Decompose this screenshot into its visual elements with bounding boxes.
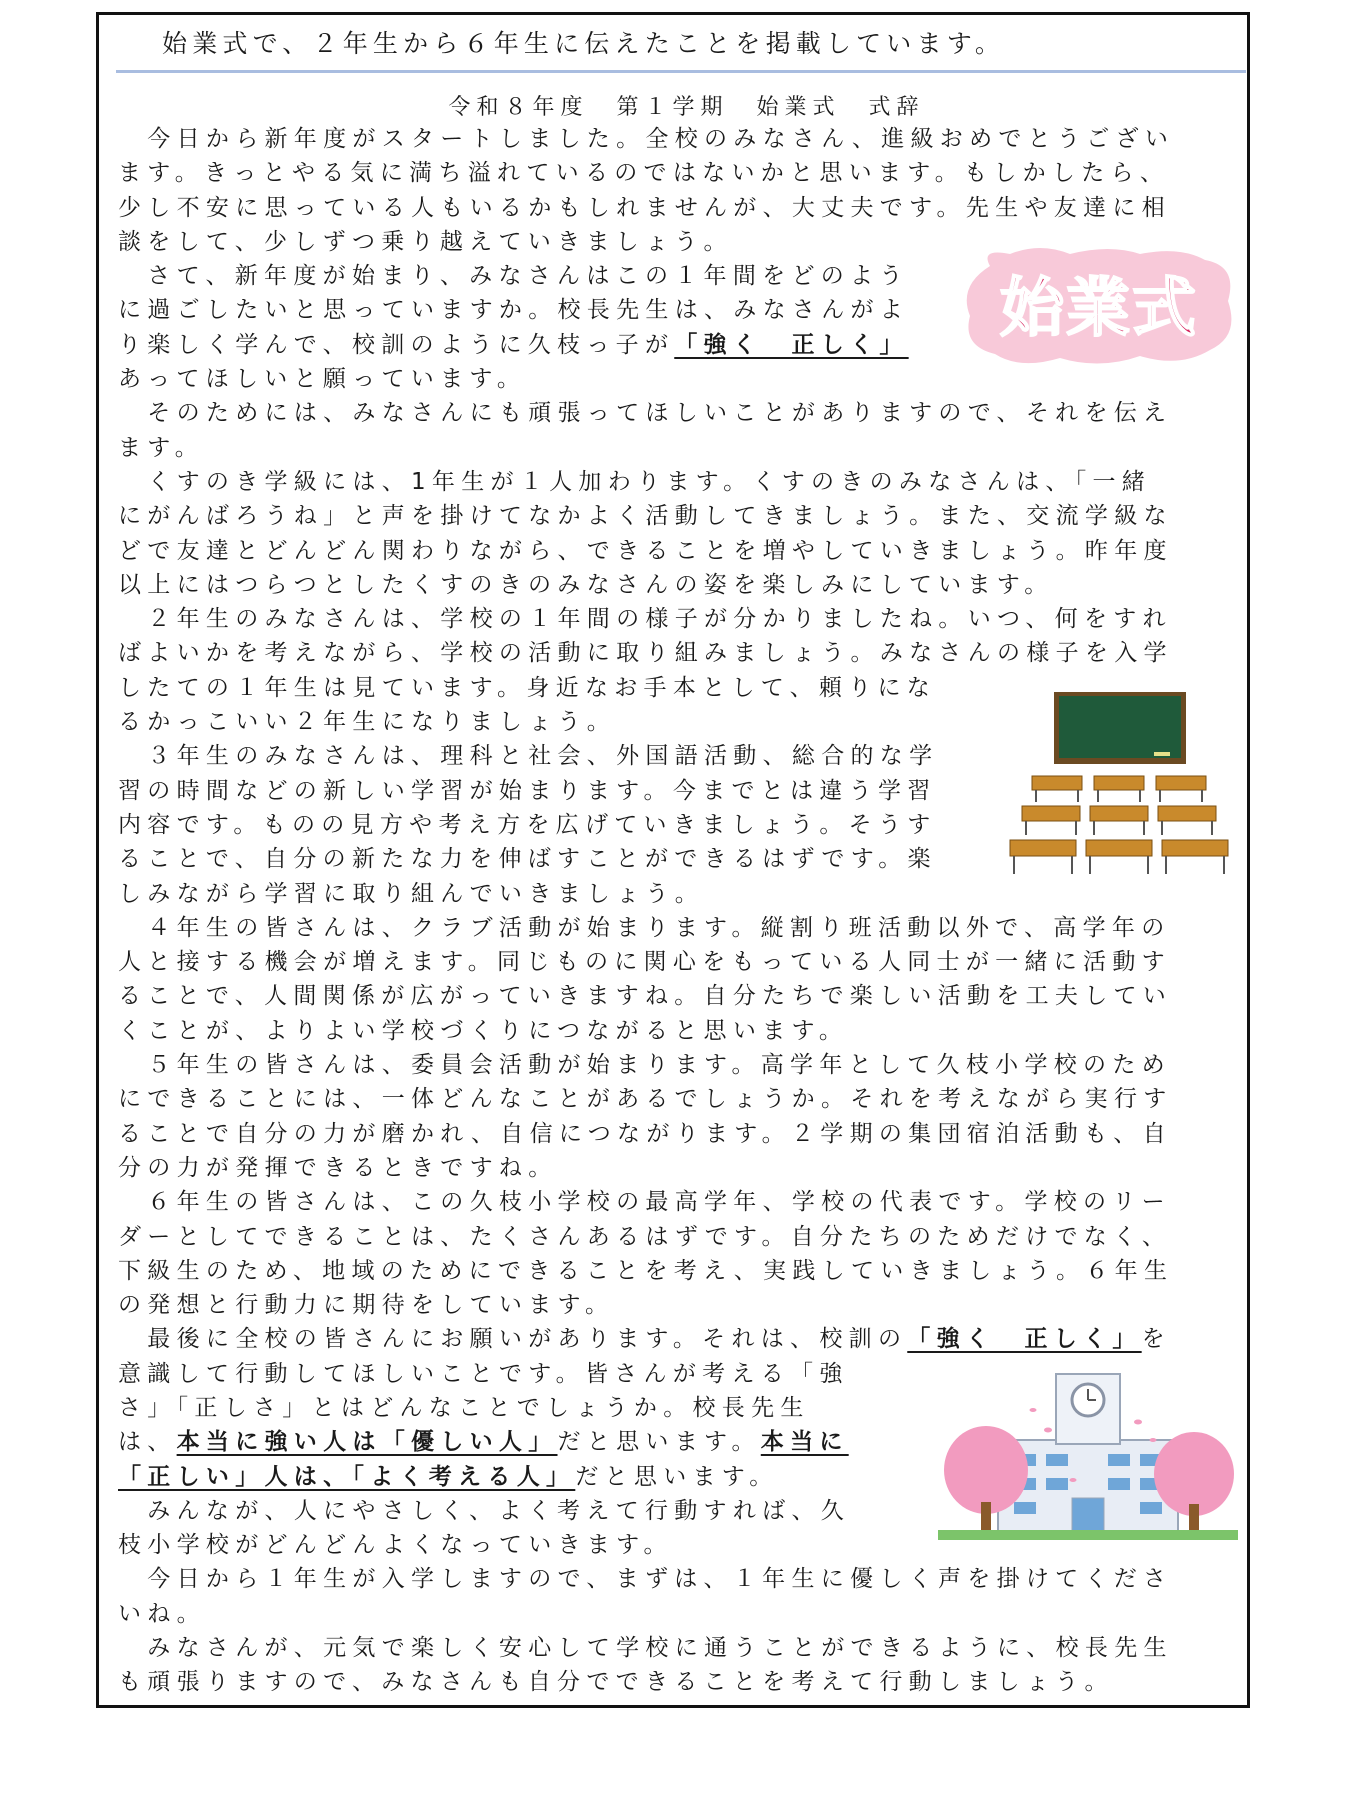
classroom-illustration [1004,690,1234,880]
text-line: 習の時間などの新しい学習が始まります。今までとは違う学習 [118,777,937,804]
text-line: 以上にはつらつとしたくすのきのみなさんの姿を楽しみにしています。 [118,571,1054,598]
text-line: 人と接する機会が増えます。同じものに関心をもっている人同士が一緒に活動す [118,949,1171,976]
text-line: そのためには、みなさんにも頑張ってほしいことがありますので、それを伝え [118,400,1173,427]
text-line: にできることには、一体どんなことがあるでしょうか。それを考えながら実行す [118,1086,1173,1113]
school-building-illustration [938,1370,1238,1540]
text-line [118,1322,1174,1356]
desk-row-2 [1022,806,1216,835]
text-line: いね。 [118,1600,206,1627]
text-line: くことが、よりよい学校づくりにつながると思います。 [118,1017,849,1044]
text-line: 分の力が発揮できるときですね。 [118,1154,558,1181]
text-line: 談をして、少しずつ乗り越えていきましょう。 [118,228,733,255]
text-segment: り楽しく学んで、校訓のように久枝っ子が [118,331,675,358]
text-line: 今日から１年生が入学しますので、まずは、１年生に優しく声を掛けてくださ [118,1566,1173,1593]
text-line: みんなが、人にやさしく、よく考えて行動すれば、久 [118,1497,851,1524]
school-motto: 「強く 正しく」 [907,1326,1142,1353]
banner-title: 始業式 [1000,272,1198,346]
blackboard [1059,696,1181,758]
kind-person-phrase: 本当に強い人は「優しい人」 [176,1429,558,1456]
school-entrance [1072,1498,1104,1532]
text-line: の発想と行動力に期待をしています。 [118,1292,615,1319]
text-line: に過ごしたいと思っていますか。校長先生は、みなさんがよ [118,297,910,324]
text-line: ることで、自分の新たな力を伸ばすことができるはずです。楽 [118,846,937,873]
text-line: ます。きっとやる気に満ち溢れているのではないかと思います。もしかしたら、 [118,160,1170,187]
header-divider [116,70,1246,73]
text-segment: は、 [118,1429,177,1456]
text-segment: だと思います。 [557,1429,761,1456]
text-line: ４年生の皆さんは、クラブ活動が始まります。縦割り班活動以外で、高学年の [118,914,1171,941]
page-header: 始業式で、２年生から６年生に伝えたことを掲載しています。 [162,29,1006,58]
right-person-phrase: 本当に [760,1429,849,1456]
speech-title: 令和８年度 第１学期 始業式 式辞 [448,95,925,120]
text-line: くすのき学級には、1年生が１人加わります。くすのきのみなさんは、「一緒 [118,468,1152,495]
text-segment: 最後に全校の皆さんにお願いがあります。それは、校訓の [118,1326,908,1353]
text-line: しみながら学習に取り組んでいきましょう。 [118,880,704,907]
text-line: さて、新年度が始まり、みなさんはこの１年間をどのよう [118,263,909,290]
text-line: にがんばろうね」と声を掛けてなかよく活動してきましょう。また、交流学級な [118,503,1173,530]
ceremony-banner-illustration [960,246,1238,366]
text-line: ３年生のみなさんは、理科と社会、外国語活動、総合的な学 [118,743,939,770]
cherry-tree-right [1154,1432,1234,1516]
desk-row-3 [1010,840,1228,874]
text-line: さ」「正しさ」とはどんなことでしょうか。校長先生 [118,1394,810,1421]
text-line: 下級生のため、地域のためにできることを考え、実践していきましょう。６年生 [118,1257,1174,1284]
text-line: 今日から新年度がスタートしました。全校のみなさん、進級おめでとうござい [118,126,1175,152]
text-line: ます。 [118,434,205,461]
desk-row-1 [1032,776,1206,802]
text-line: 意識して行動してほしいことです。皆さんが考える「強 [118,1360,849,1387]
cherry-tree-left [944,1426,1028,1514]
text-line: どで友達とどんどん関わりながら、できることを増やしていきましょう。昨年度 [118,537,1173,564]
text-line: も頑張りますので、みなさんも自分でできることを考えて行動しましょう。 [118,1669,1114,1696]
text-line: ばよいかを考えながら、学校の活動に取り組みましょう。みなさんの様子を入学 [118,640,1173,667]
text-line: 少し不安に思っている人もいるかもしれませんが、大丈夫です。先生や友達に相 [118,194,1171,221]
text-line: ２年生のみなさんは、学校の１年間の様子が分かりましたね。いつ、何をすれ [118,606,1172,633]
text-line: ６年生の皆さんは、この久枝小学校の最高学年、学校の代表です。学校のリー [118,1189,1171,1216]
text-line: ることで自分の力が磨かれ、自信につながります。２学期の集団宿泊活動も、自 [118,1120,1172,1147]
chalk [1154,752,1170,756]
ground [938,1530,1238,1540]
text-line: あってほしいと願っています。 [118,366,527,393]
text-segment: を [1141,1326,1171,1353]
school-motto: 「強く 正しく」 [674,331,909,358]
text-line: 枝小学校がどんどんよくなっていきます。 [118,1532,673,1559]
text-line: みなさんが、元気で楽しく安心して学校に通うことができるように、校長先生 [118,1635,1173,1662]
text-line: したての１年生は見ています。身近なお手本として、頼りにな [118,674,937,701]
think-person-phrase: 「正しい」人は、「よく考える人」 [118,1463,576,1490]
text-line: ５年生の皆さんは、委員会活動が始まります。高学年として久枝小学校のため [118,1052,1171,1079]
text-line: ることで、人間関係が広がっていきますね。自分たちで楽しい活動を工夫してい [118,983,1173,1010]
text-segment: だと思います。 [575,1463,779,1490]
text-line: 内容です。ものの見方や考え方を広げていきましょう。そうす [118,811,937,838]
text-line: ダーとしてできることは、たくさんあるはずです。自分たちのためだけでなく、 [118,1223,1172,1250]
text-line: るかっこいい２年生になりましょう。 [118,709,617,736]
